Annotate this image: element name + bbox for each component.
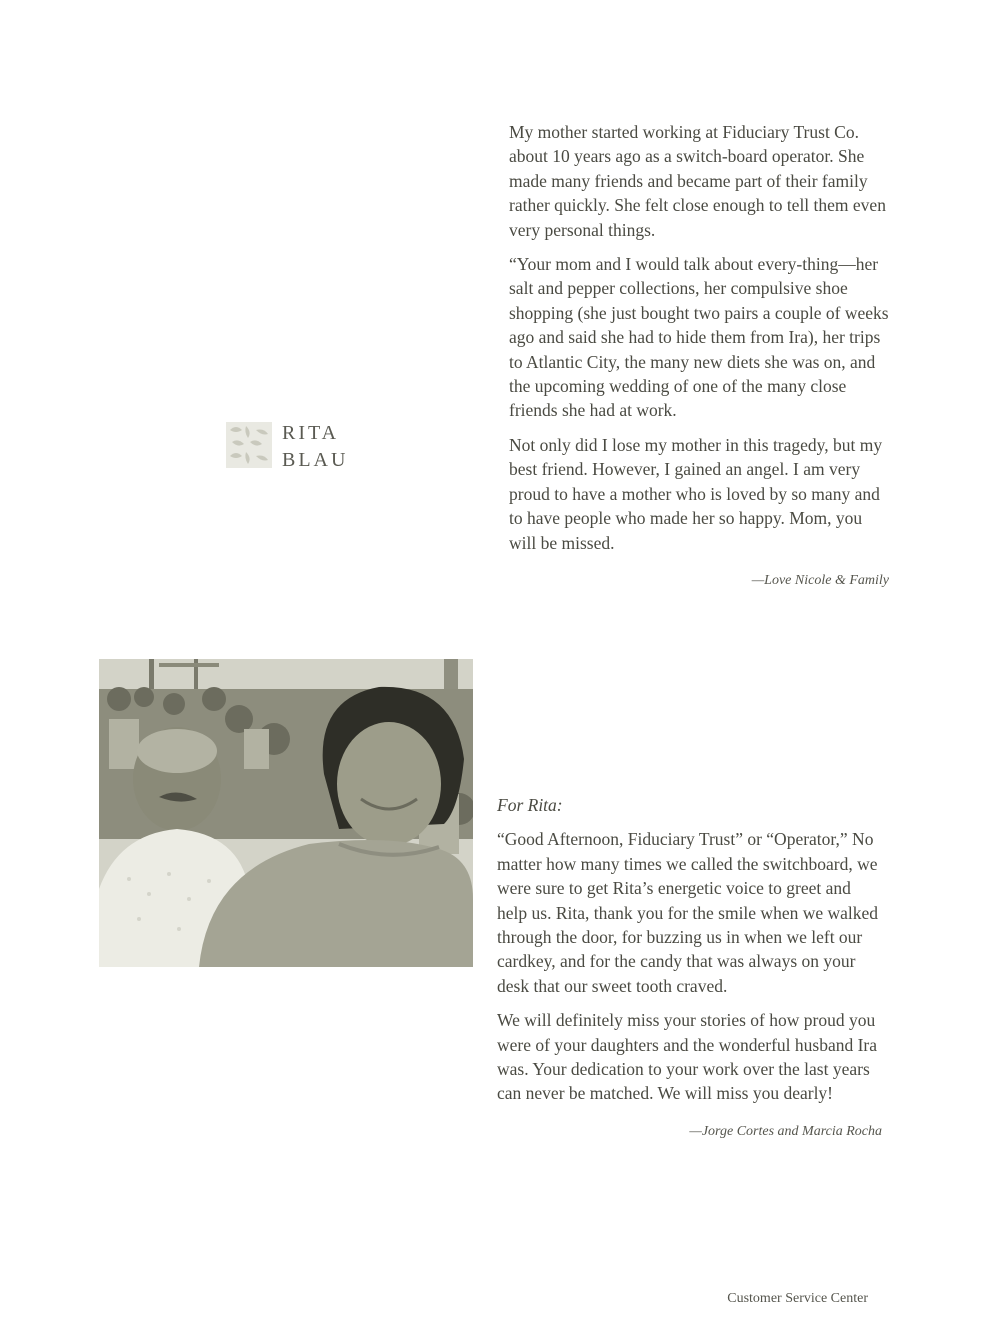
leaf-pattern-icon [226,422,272,468]
first-name: RITA [282,422,340,444]
last-name: BLAU [282,449,349,471]
footer-department: Customer Service Center [727,1291,868,1306]
name-block [226,420,348,474]
signature: —Jorge Cortes and Marcia Rocha [689,1123,882,1139]
tribute-paragraph: My mother started working at Fiduciary Trust Co. about 10 years ago as a switch-board operator. She made many friends and became part of their family rather quickly. She felt close enough to tell them even very personal things. [509,122,886,240]
tribute-paragraph: We will definitely miss your stories of how proud you were of your daughters and the wonderful husband Ira was. Your dedication to your work over the last years can never be matched. We will miss you dearly! [497,1010,878,1104]
honoree-name [282,420,348,474]
tribute-colleagues [497,793,882,1144]
tribute-heading: For Rita: [497,795,563,815]
tribute-paragraph: Not only did I lose my mother in this tragedy, but my best friend. However, I gained an angel. I am very proud to have a mother who is loved by so many and to have people who made her so happy. Mom, you will be missed. [509,434,883,553]
tribute-paragraph: “Your mom and I would talk about every-thing—her salt and pepper collections, her compulsive shoe shopping (she just bought two pairs a couple of weeks ago and said she had to hide them from Ira), her trips to Atlantic City, the many new diets she was on, and the upcoming wedding of one of the many close friends she had at work. [509,254,889,421]
tribute-paragraph: “Good Afternoon, Fiduciary Trust” or “Operator,” No matter how many times we called the switchboard, we were sure to get Rita’s energetic voice to greet and help us. Rita, thank you for the smile when we walked through the door, for buzzing us in when we left our cardkey, and for the candy that was always on your desk that our sweet tooth craved. [497,829,879,996]
signature: —Love Nicole & Family [751,572,889,588]
tribute-family [509,120,889,593]
family-photo [99,659,473,967]
